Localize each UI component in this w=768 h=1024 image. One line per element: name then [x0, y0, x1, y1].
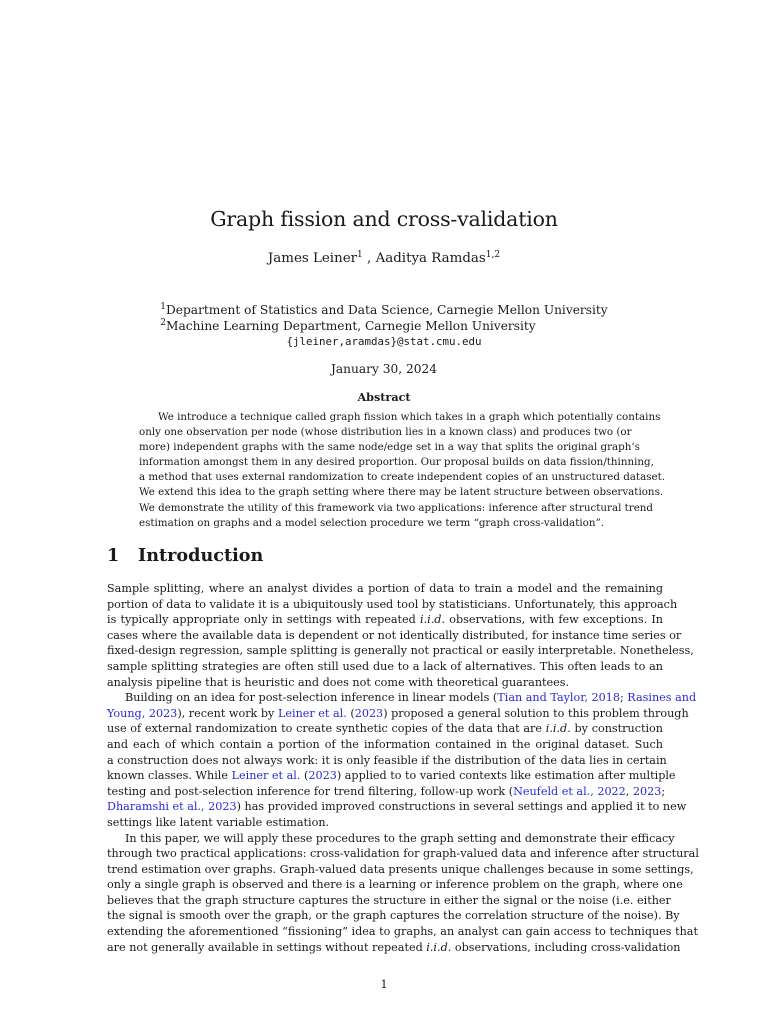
abstract-body: [139, 410, 665, 531]
body-line: [107, 784, 666, 800]
section-title: Introduction: [138, 545, 264, 566]
abstract-line: more) independent graphs with the same node/edge set in a way that splits the original graph’s: [139, 441, 640, 454]
body-line: [107, 706, 689, 722]
citation-link[interactable]: Neufeld et al., 2022: [513, 784, 626, 798]
body-text: proposed a general solution to this problem through: [387, 706, 689, 720]
body-line: only a single graph is observed and there is a learning or inference problem on the graph, where one: [107, 878, 683, 892]
abstract-line: a method that uses external randomization to create independent copies of an unstructured dataset.: [139, 471, 665, 484]
body-text: observations, with few exceptions. In: [445, 613, 664, 627]
author-name: James Leiner: [267, 251, 358, 266]
citation-year-link[interactable]: 2023: [308, 769, 337, 783]
body-text: by construction: [570, 722, 664, 736]
citation-link[interactable]: Dharamshi et al., 2023: [107, 800, 237, 814]
affiliation-marker: 1: [160, 302, 167, 312]
body-line: the signal is smooth over the graph, or the graph captures the correlation structure of the noise). By: [107, 909, 680, 923]
body-line: through two practical applications: cross-validation for graph-valued data and inference after structural: [107, 847, 699, 861]
paper-date: January 30, 2024: [331, 362, 437, 376]
body-line: and each of which contain a portion of the information contained in the original dataset. Such: [107, 737, 663, 751]
body-line: [107, 612, 663, 628]
body-text: is typically appropriate only in settings with repeated: [107, 613, 421, 627]
body-text: ;: [661, 784, 666, 798]
body-text: ): [336, 769, 342, 783]
abstract-line: We demonstrate the utility of this framework via two applications: inference after structural trend: [139, 501, 654, 514]
abstract-line: information amongst them in any desired proportion. Our proposal builds on data fission/thinning,: [139, 456, 654, 469]
author-separator: ,: [362, 251, 376, 266]
paper-title: Graph fission and cross-validation: [210, 207, 558, 231]
body-line: [107, 768, 676, 784]
body-text: ;: [619, 691, 628, 705]
body-text: ,: [625, 784, 633, 798]
body-line: portion of data to validate it is a ubiquitously used tool by statisticians. Unfortunately, this approach: [107, 597, 678, 611]
affiliation-line: [160, 302, 607, 318]
body-text: observations, including cross-validation: [451, 940, 681, 954]
citation-year-link[interactable]: 2023: [632, 784, 662, 798]
body-line: extending the aforementioned “fissioning” idea to graphs, an analyst can gain access to techniques that: [107, 925, 698, 939]
body-text: ) has provided improved constructions in several settings and applied it to new: [236, 800, 687, 814]
section-heading: [107, 545, 263, 566]
affiliations: [0, 302, 768, 350]
body-text: ): [383, 706, 388, 720]
body-text: known classes. While: [107, 769, 232, 783]
affiliation-marker: 2: [160, 318, 167, 328]
abstract-line: We extend this idea to the graph setting where there may be latent structure between observations.: [139, 486, 664, 499]
author-name: Aaditya Ramdas: [375, 251, 486, 266]
section-body: [107, 581, 699, 955]
body-line: analysis pipeline that is heuristic and does not come with theoretical guarantees.: [107, 675, 570, 689]
body-line: In this paper, we will apply these procedures to the graph setting and demonstrate their efficacy: [125, 831, 675, 845]
emphasis-text: i.i.d.: [426, 940, 452, 954]
citation-link[interactable]: Young, 2023: [107, 706, 178, 720]
body-text: applied to to varied contexts like estimation after multiple: [341, 769, 676, 783]
body-text: are not generally available in settings without repeated: [107, 940, 427, 954]
citation-year-link[interactable]: 2023: [354, 706, 384, 720]
body-line: [107, 721, 663, 737]
emphasis-text: i.i.d.: [420, 613, 446, 627]
body-text: (: [346, 706, 355, 720]
citation-link[interactable]: Leiner et al.: [277, 706, 347, 720]
affiliation-text: Department of Statistics and Data Science, Carnegie Mellon University: [166, 303, 608, 317]
abstract-line: estimation on graphs and a model selection procedure we term “graph cross-validation”.: [139, 516, 604, 529]
section-number: 1: [107, 545, 120, 566]
citation-link[interactable]: Rasines and: [627, 691, 697, 705]
body-line: cases where the available data is dependent or not identically distributed, for instance time series or: [107, 628, 682, 642]
author-email: {jleiner,aramdas}@stat.cmu.edu: [286, 335, 482, 348]
abstract-line: We introduce a technique called graph fission which takes in a graph which potentially contains: [158, 411, 661, 423]
abstract-line: only one observation per node (whose distribution lies in a known class) and produces two (or: [139, 426, 632, 439]
body-text: use of external randomization to create synthetic copies of the data that are: [107, 722, 546, 736]
author-affiliation-marker: 1: [357, 250, 363, 260]
body-text: (: [300, 769, 309, 783]
body-line: [107, 690, 697, 706]
body-text: testing and post-selection inference for trend filtering, follow-up work (: [107, 784, 514, 798]
abstract-heading: Abstract: [357, 390, 411, 404]
body-line: a construction does not always work: it is only feasible if the distribution of the data lies in certain: [107, 753, 667, 767]
body-line: trend estimation over graphs. Graph-valued data presents unique challenges because in some settings,: [107, 862, 694, 876]
author-affiliation-marker: 1,2: [485, 250, 501, 260]
body-line: believes that the graph structure captures the structure in either the signal or the noise (i.e. either: [107, 893, 671, 907]
citation-link[interactable]: Leiner et al.: [231, 769, 301, 783]
author-list: [0, 251, 768, 266]
body-line: sample splitting strategies are often still used due to a lack of alternatives. This often leads to an: [107, 659, 663, 673]
body-line: [107, 799, 687, 815]
citation-link[interactable]: Tian and Taylor, 2018: [497, 691, 620, 705]
emphasis-text: i.i.d.: [545, 722, 571, 736]
body-text: Building on an idea for post-selection inference in linear models (: [125, 691, 498, 705]
body-text: ), recent work by: [177, 706, 278, 720]
body-line: Sample splitting, where an analyst divides a portion of data to train a model and the remaining: [107, 582, 663, 595]
body-line: [107, 940, 681, 956]
affiliation-line: [160, 318, 607, 334]
affiliation-text: Machine Learning Department, Carnegie Mellon University: [166, 319, 536, 333]
body-line: fixed-design regression, sample splitting is generally not practical or easily interpretable. Nonetheless,: [107, 644, 694, 658]
body-line: settings like latent variable estimation.: [107, 815, 330, 829]
page-number: 1: [380, 978, 388, 991]
